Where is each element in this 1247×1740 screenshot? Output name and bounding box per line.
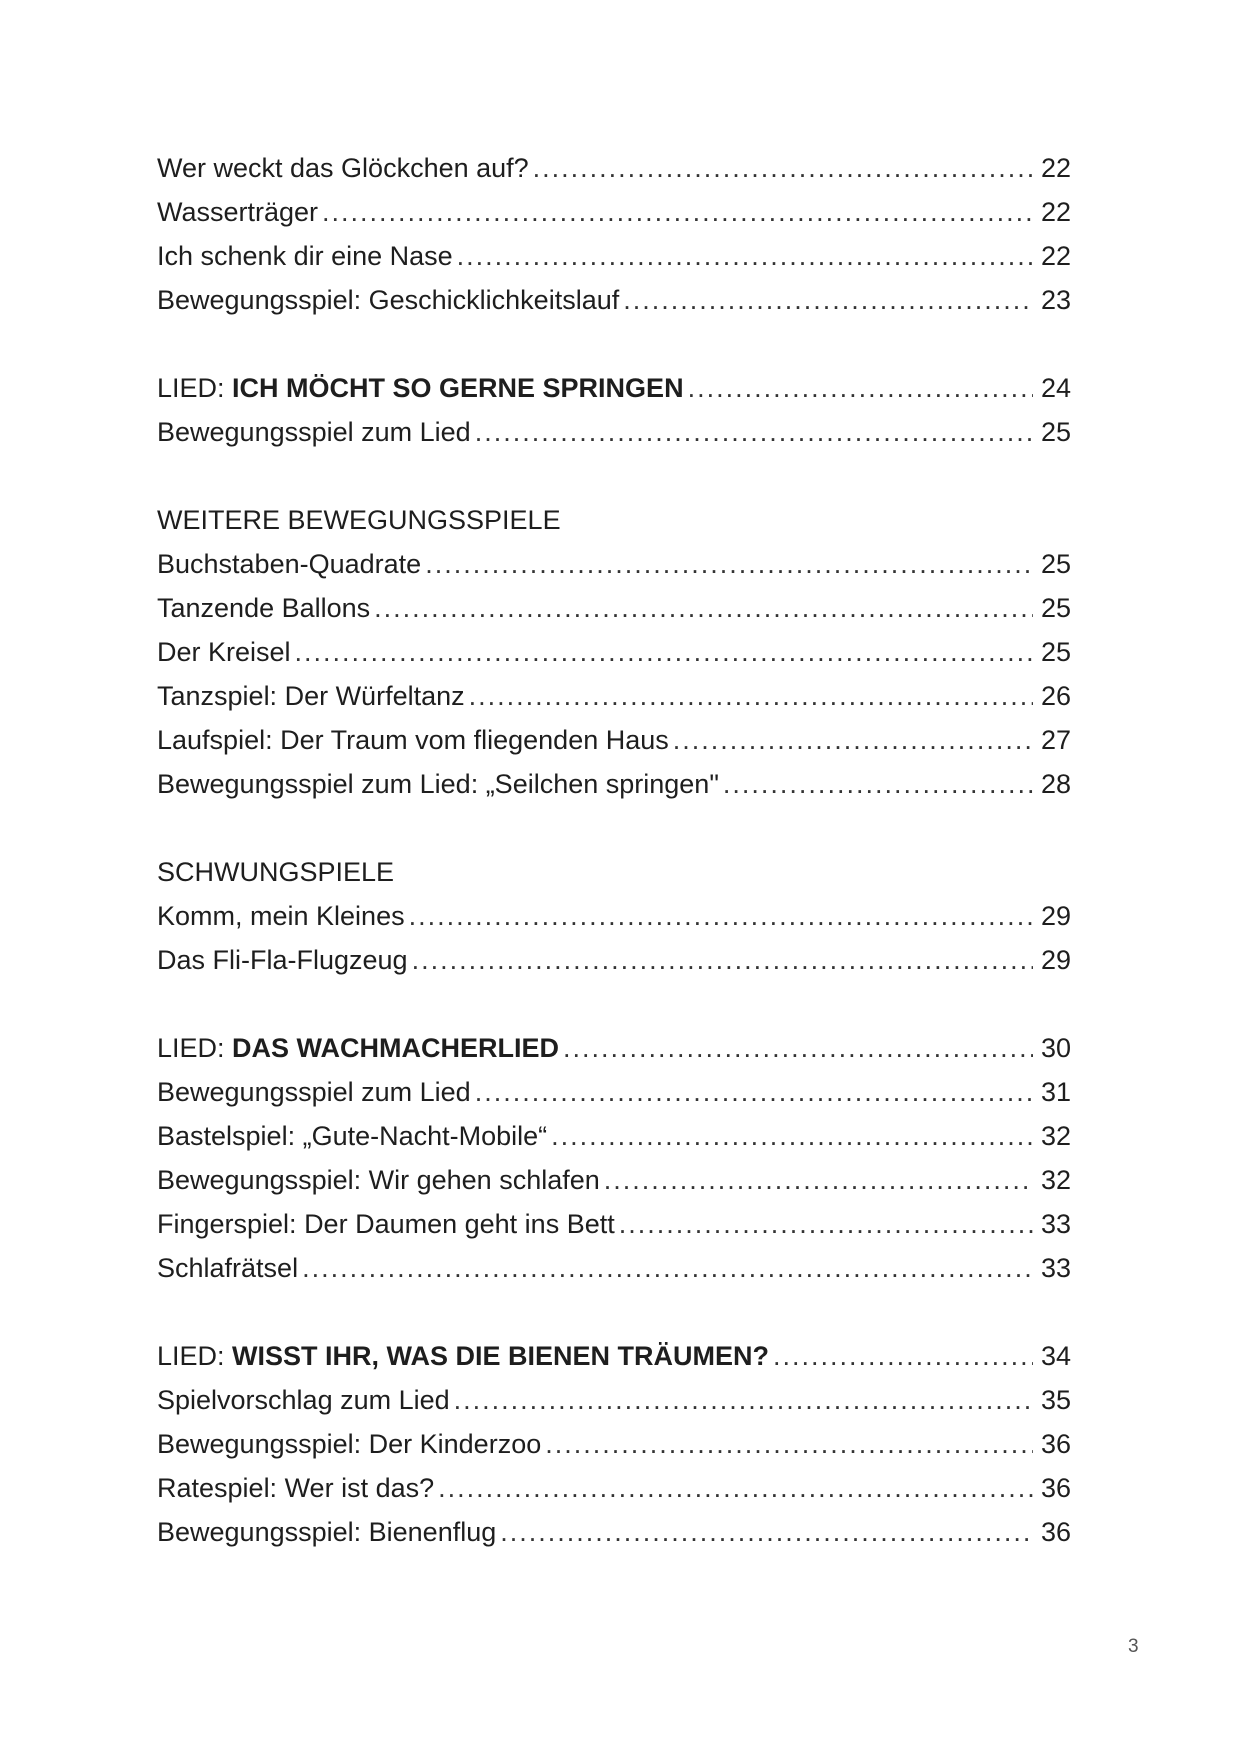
toc-entry-title: Bewegungsspiel: Wir gehen schlafen [157,1165,600,1195]
toc-leader-dots [723,762,1033,806]
toc-leader-dots [469,674,1033,718]
toc-entry-page: 33 [1040,1253,1071,1283]
toc-entry-title: Laufspiel: Der Traum vom fliegenden Haus [157,725,669,755]
toc-entry-page: 23 [1040,285,1071,315]
toc-entry-page: 32 [1040,1121,1071,1151]
toc-leader-dots [533,146,1033,190]
toc-leader-dots [604,1158,1033,1202]
toc-entry-page: 35 [1040,1385,1071,1415]
toc-entry-page: 25 [1040,417,1071,447]
toc-entry-page: 36 [1040,1517,1071,1547]
song-prefix: LIED: [157,1341,233,1371]
song-prefix: LIED: [157,1033,233,1063]
toc-entry[interactable] [157,1510,1071,1554]
toc-leader-dots [673,718,1033,762]
toc-entry-title: Schlafrätsel [157,1253,299,1283]
toc-leader-dots [475,1070,1033,1114]
toc-entry-page: 36 [1040,1429,1071,1459]
toc-entry[interactable] [157,542,1071,586]
song-prefix: LIED: [157,373,233,403]
toc-entry[interactable] [157,278,1071,322]
toc-entry-page: 22 [1040,153,1071,183]
toc-entry[interactable] [157,1378,1071,1422]
toc-spacer [157,982,1071,1026]
toc-entry-title: Tanzende Ballons [157,593,371,623]
toc-entry-title: Ratespiel: Wer ist das? [157,1473,435,1503]
toc-entry-title: Bewegungsspiel zum Lied [157,1077,471,1107]
toc-spacer [157,454,1071,498]
toc-leader-dots [619,1202,1033,1246]
toc-entry[interactable] [157,630,1071,674]
toc-entry-page: 36 [1040,1473,1071,1503]
toc-entry-title: Bewegungsspiel: Bienenflug [157,1517,497,1547]
toc-entry-page: 34 [1040,1341,1071,1371]
toc-leader-dots [438,1466,1033,1510]
toc-entry[interactable] [157,190,1071,234]
toc-entry[interactable] [157,938,1071,982]
toc-entry-page: 24 [1040,373,1071,403]
toc-entry-page: 32 [1040,1165,1071,1195]
toc-entry-title [157,1026,559,1070]
toc-entry-page: 29 [1040,945,1071,975]
toc-entry-page: 31 [1040,1077,1071,1107]
toc-entry-title: Fingerspiel: Der Daumen geht ins Bett [157,1209,615,1239]
toc-entry-title: Bewegungsspiel zum Lied: „Seilchen springen" [157,769,719,799]
toc-entry[interactable] [157,674,1071,718]
toc-leader-dots [425,542,1033,586]
toc-leader-dots [688,366,1033,410]
toc-leader-dots [322,190,1033,234]
toc-song-entry[interactable] [157,366,1071,410]
page-number: 3 [1128,1636,1139,1657]
toc-entry-page: 29 [1040,901,1071,931]
toc-song-entry[interactable] [157,1334,1071,1378]
song-title: ICH MÖCHT SO GERNE SPRINGEN [232,373,684,403]
toc-entry[interactable] [157,1070,1071,1114]
toc-entry-title: Ich schenk dir eine Nase [157,241,453,271]
toc-entry[interactable] [157,586,1071,630]
toc-entry-page: 30 [1040,1033,1071,1063]
toc-entry-page: 22 [1040,197,1071,227]
toc-entry[interactable] [157,1422,1071,1466]
song-title: DAS WACHMACHERLIED [232,1033,560,1063]
toc-leader-dots [475,410,1033,454]
toc-entry[interactable] [157,1246,1071,1290]
toc-entry-title: Das Fli-Fla-Flugzeug [157,945,408,975]
toc-entry-title: Tanzspiel: Der Würfeltanz [157,681,465,711]
toc-leader-dots [412,938,1033,982]
toc-entry-title [157,1334,769,1378]
toc-leader-dots [623,278,1033,322]
toc-leader-dots [302,1246,1033,1290]
toc-leader-dots [457,234,1033,278]
toc-entry[interactable] [157,718,1071,762]
section-heading: WEITERE BEWEGUNGSSPIELE [157,505,561,535]
toc-leader-dots [295,630,1033,674]
toc-entry-title [157,366,684,410]
toc-entry-page: 25 [1040,637,1071,667]
toc-entry[interactable] [157,1466,1071,1510]
toc-leader-dots [374,586,1033,630]
toc-leader-dots [409,894,1033,938]
toc-entry-title: Buchstaben-Quadrate [157,549,422,579]
toc-entry-title: Bewegungsspiel: Der Kinderzoo [157,1429,542,1459]
toc-entry-title: Bewegungsspiel zum Lied [157,417,471,447]
toc-entry-title: Wer weckt das Glöckchen auf? [157,153,529,183]
song-title: WISST IHR, WAS DIE BIENEN TRÄUMEN? [232,1341,770,1371]
toc-entry-page: 27 [1040,725,1071,755]
toc-spacer [157,322,1071,366]
toc-entry[interactable] [157,1114,1071,1158]
toc-song-entry[interactable] [157,1026,1071,1070]
toc-entry[interactable] [157,146,1071,190]
toc-entry-title: Bastelspiel: „Gute-Nacht-Mobile“ [157,1121,548,1151]
toc-leader-dots [500,1510,1033,1554]
toc-entry[interactable] [157,762,1071,806]
toc-leader-dots [773,1334,1033,1378]
toc-entry[interactable] [157,894,1071,938]
toc-leader-dots [545,1422,1033,1466]
toc-leader-dots [551,1114,1033,1158]
toc-entry[interactable] [157,1202,1071,1246]
toc-leader-dots [563,1026,1033,1070]
toc-entry-title: Wasserträger [157,197,319,227]
toc-leader-dots [454,1378,1033,1422]
table-of-contents [157,146,1071,1554]
toc-entry-page: 25 [1040,549,1071,579]
toc-entry-page: 22 [1040,241,1071,271]
toc-entry[interactable] [157,1158,1071,1202]
toc-spacer [157,806,1071,850]
toc-spacer [157,1290,1071,1334]
toc-entry-page: 25 [1040,593,1071,623]
toc-entry-page: 33 [1040,1209,1071,1239]
section-heading: SCHWUNGSPIELE [157,857,395,887]
toc-entry[interactable] [157,410,1071,454]
toc-entry-title: Komm, mein Kleines [157,901,405,931]
toc-entry[interactable] [157,234,1071,278]
toc-entry-page: 26 [1040,681,1071,711]
toc-entry-title: Spielvorschlag zum Lied [157,1385,450,1415]
toc-entry-title: Der Kreisel [157,637,291,667]
toc-entry-page: 28 [1040,769,1071,799]
toc-entry-title: Bewegungsspiel: Geschicklichkeitslauf [157,285,620,315]
